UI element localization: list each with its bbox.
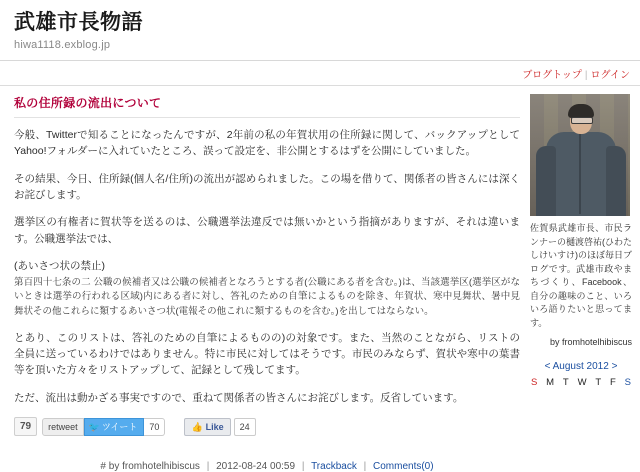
footer-divider: | [301, 460, 305, 472]
twitter-share-widget[interactable] [42, 418, 165, 435]
photo-hair [568, 104, 594, 118]
sidebar [530, 86, 640, 472]
footer-divider: | [363, 460, 367, 472]
top-navigation [0, 61, 640, 81]
entry-paragraph: 選挙区の有権者に賀状等を送るのは、公職選挙法違反では無いかという指摘がありますが、それは違います。公職選挙法では、 [14, 216, 520, 245]
retweet-button[interactable]: retweet [42, 418, 84, 436]
entry-timestamp: 2012-08-24 00:59 [216, 460, 296, 472]
nav-login[interactable]: ログイン [590, 70, 630, 82]
bird-icon: 🐦 [88, 421, 100, 432]
weekday-sun: S [531, 377, 538, 389]
photo-arm-right [606, 146, 626, 216]
chevron-right-icon[interactable]: > [611, 361, 618, 373]
nav-blog-top[interactable]: ブログトップ [522, 70, 582, 82]
profile-description: 佐賀県武雄市長、市民ランナーの樋渡啓祐(ひわたしけいすけ)のほぼ毎日ブログです。武雄市政やまちづくり、Facebook、自分の趣味のこと、いろいろ語りたいと思ってます。 [530, 223, 632, 328]
weekday-wed: W [577, 377, 587, 389]
photo-shirt-placket [579, 134, 581, 214]
facebook-like-button[interactable] [184, 418, 230, 436]
thumbs-up-icon: 👍 [191, 421, 203, 432]
entry-paragraph: とあり、このリストは、答礼のための自筆によるものの)の対象です。また、当然のことながら、リストの全員に送っているわけではありません。特に市民に対してはそうです。市民のみならず、賀状や寒中の葉書等を頂いた方々をリストアップして、記録として残してます。 [14, 331, 520, 377]
law-heading: (あいさつ状の禁止) [14, 259, 105, 272]
comments-link[interactable]: Comments(0) [373, 460, 434, 472]
entry-footer [14, 461, 520, 472]
entry-title[interactable]: 私の住所録の流出について [14, 96, 162, 111]
facebook-like-count: 24 [234, 418, 256, 436]
photo-arm-left [536, 146, 556, 216]
profile-byline: by fromhotelhibiscus [549, 337, 632, 348]
tweet-count: 70 [144, 418, 165, 436]
archive-month-nav [530, 361, 632, 372]
site-header [0, 0, 640, 51]
nav-separator: | [584, 70, 588, 82]
content-wrapper [0, 86, 640, 472]
entry-paragraph: その結果、今日、住所録(個人名/住所)の流出が認められました。この場を借りて、関係者の皆さんには深くお詫びします。 [14, 172, 520, 201]
social-share-row [14, 417, 520, 437]
weekday-thu: T [595, 377, 602, 389]
tweet-button[interactable] [84, 418, 145, 436]
weekday-sat: S [624, 377, 631, 389]
entry-paragraph: ただ、流出は動かざる事実ですので、重ねて関係者の皆さんにお詫びします。反省しています。 [14, 391, 464, 404]
calendar-weekday-header [530, 377, 632, 388]
entry-title-divider [14, 117, 520, 118]
facebook-like-label: Like [205, 421, 224, 432]
law-text: 第百四十七条の二 公職の候補者又は公職の候補者となろうとする者(公職にある者を含む。)は、当該選挙区(選挙区がないときは選挙の行われる区域)内にある者に対し、答礼のための自筆によるものを除き、年賀状、寒中見舞状、暑中見舞状その他これらに類するあいさつ状(電報その他これに類するものを含む。)を出してはならない。 [14, 277, 520, 317]
permalink-hash[interactable]: # [100, 460, 106, 472]
archive-current-month[interactable]: August 2012 [552, 361, 609, 373]
footer-divider: | [206, 460, 210, 472]
tweet-button-label: ツイート [101, 421, 138, 432]
main-column [0, 86, 530, 472]
entry-paragraph: 今般、Twitterで知ることになったんですが、2年前の私の年賀状用の住所録に関して、バックアップとしてYahoo!フォルダーに入れていたところ、誤って設定を、非公開とするはずを公開にしていました。 [14, 129, 520, 158]
weekday-mon: M [546, 377, 555, 389]
chevron-left-icon[interactable]: < [544, 361, 551, 373]
trackback-link[interactable]: Trackback [311, 460, 357, 472]
entry-body [14, 127, 520, 406]
facebook-like-widget[interactable] [184, 418, 255, 436]
hatena-bookmark-count[interactable]: 79 [14, 417, 37, 436]
weekday-tue: T [562, 377, 569, 389]
site-url: hiwa1118.exblog.jp [14, 39, 111, 52]
site-title: 武雄市長物語 [14, 11, 143, 34]
weekday-fri: F [610, 377, 616, 389]
glasses-icon [571, 117, 593, 124]
entry-author: by fromhotelhibiscus [108, 460, 200, 472]
profile-photo [530, 94, 630, 216]
